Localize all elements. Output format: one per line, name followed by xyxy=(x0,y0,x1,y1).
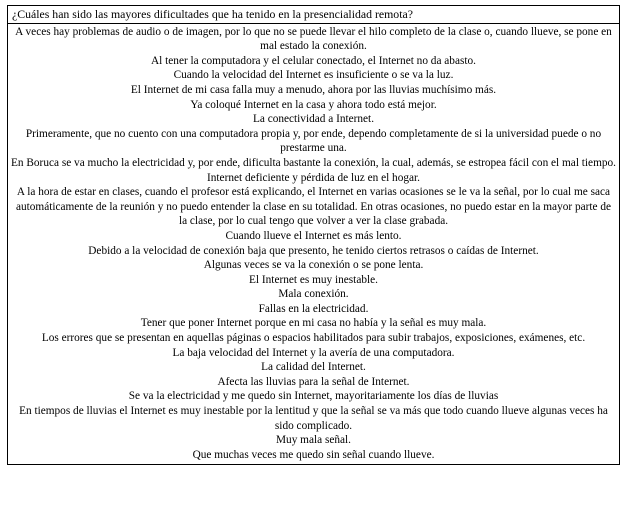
response-item: El Internet es muy inestable. xyxy=(249,273,378,286)
response-item: Ya coloqué Internet en la casa y ahora todo está mejor. xyxy=(190,98,437,111)
response-item: Muy mala señal. xyxy=(276,434,351,447)
response-item: Primeramente, que no cuento con una computadora propia y, por ende, dependo completamente de si la universidad puede o no prestarme una. xyxy=(25,127,602,155)
responses-table xyxy=(7,5,620,465)
response-item: En tiempos de lluvias el Internet es muy inestable por la lentitud y que la señal se va más que todo cuando llueve algunas veces ha sido complicado. xyxy=(19,405,608,432)
response-item: Debido a la velocidad de conexión baja que presento, he tenido ciertos retrasos o caídas de Internet. xyxy=(88,244,539,257)
response-item: Afecta las lluvias para la señal de Internet. xyxy=(217,375,410,388)
response-item: La conectividad a Internet. xyxy=(252,113,375,126)
response-item: Que muchas veces me quedo sin señal cuando llueve. xyxy=(192,448,435,461)
response-item: Tener que poner Internet porque en mi casa no había y la señal es muy mala. xyxy=(140,317,487,330)
response-item: A la hora de estar en clases, cuando el profesor está explicando, el Internet en varias ocasiones se le va la señal, por lo cual me saca automáticamente de la reunión y no puedo entender la clase en su totalidad. En otras ocasiones, no puedo estar en la mayor parte de la clase, por lo cual tengo que volver a ver la clase grabada. xyxy=(15,186,612,228)
response-item: Mala conexión. xyxy=(278,288,349,301)
question-header: ¿Cuáles han sido las mayores dificultades que ha tenido en la presencialidad remota? xyxy=(8,6,620,24)
response-item: Algunas veces se va la conexión o se pone lenta. xyxy=(203,259,424,272)
response-item: Fallas en la electricidad. xyxy=(258,302,369,315)
response-item: El Internet de mi casa falla muy a menudo, ahora por las lluvias muchísimo más. xyxy=(130,83,497,96)
response-item: A veces hay problemas de audio o de imagen, por lo que no se puede llevar el hilo completo de la clase o, cuando llueve, se pone en mal estado la conexión. xyxy=(15,25,612,53)
header-row xyxy=(8,6,620,24)
response-item: Los errores que se presentan en aquellas páginas o espacios habilitados para subir trabajos, exposiciones, exámenes, etc. xyxy=(41,332,586,345)
response-item: Al tener la computadora y el celular conectado, el Internet no da abasto. xyxy=(151,54,476,67)
response-item: En Boruca se va mucho la electricidad y, por ende, dificulta bastante la conexión, la cual, además, se estropea fácil con el mal tiempo. xyxy=(11,156,616,169)
response-item: Internet deficiente y pérdida de luz en el hogar. xyxy=(207,171,420,184)
response-item: Se va la electricidad y me quedo sin Internet, mayoritariamente los días de lluvias xyxy=(128,390,499,403)
responses-row xyxy=(8,23,620,465)
response-item: La calidad del Internet. xyxy=(261,361,366,374)
response-item: Cuando la velocidad del Internet es insuficiente o se va la luz. xyxy=(173,69,454,82)
response-item: Cuando llueve el Internet es más lento. xyxy=(225,229,402,242)
response-item: La baja velocidad del Internet y la avería de una computadora. xyxy=(172,346,455,359)
responses-cell xyxy=(8,23,620,465)
